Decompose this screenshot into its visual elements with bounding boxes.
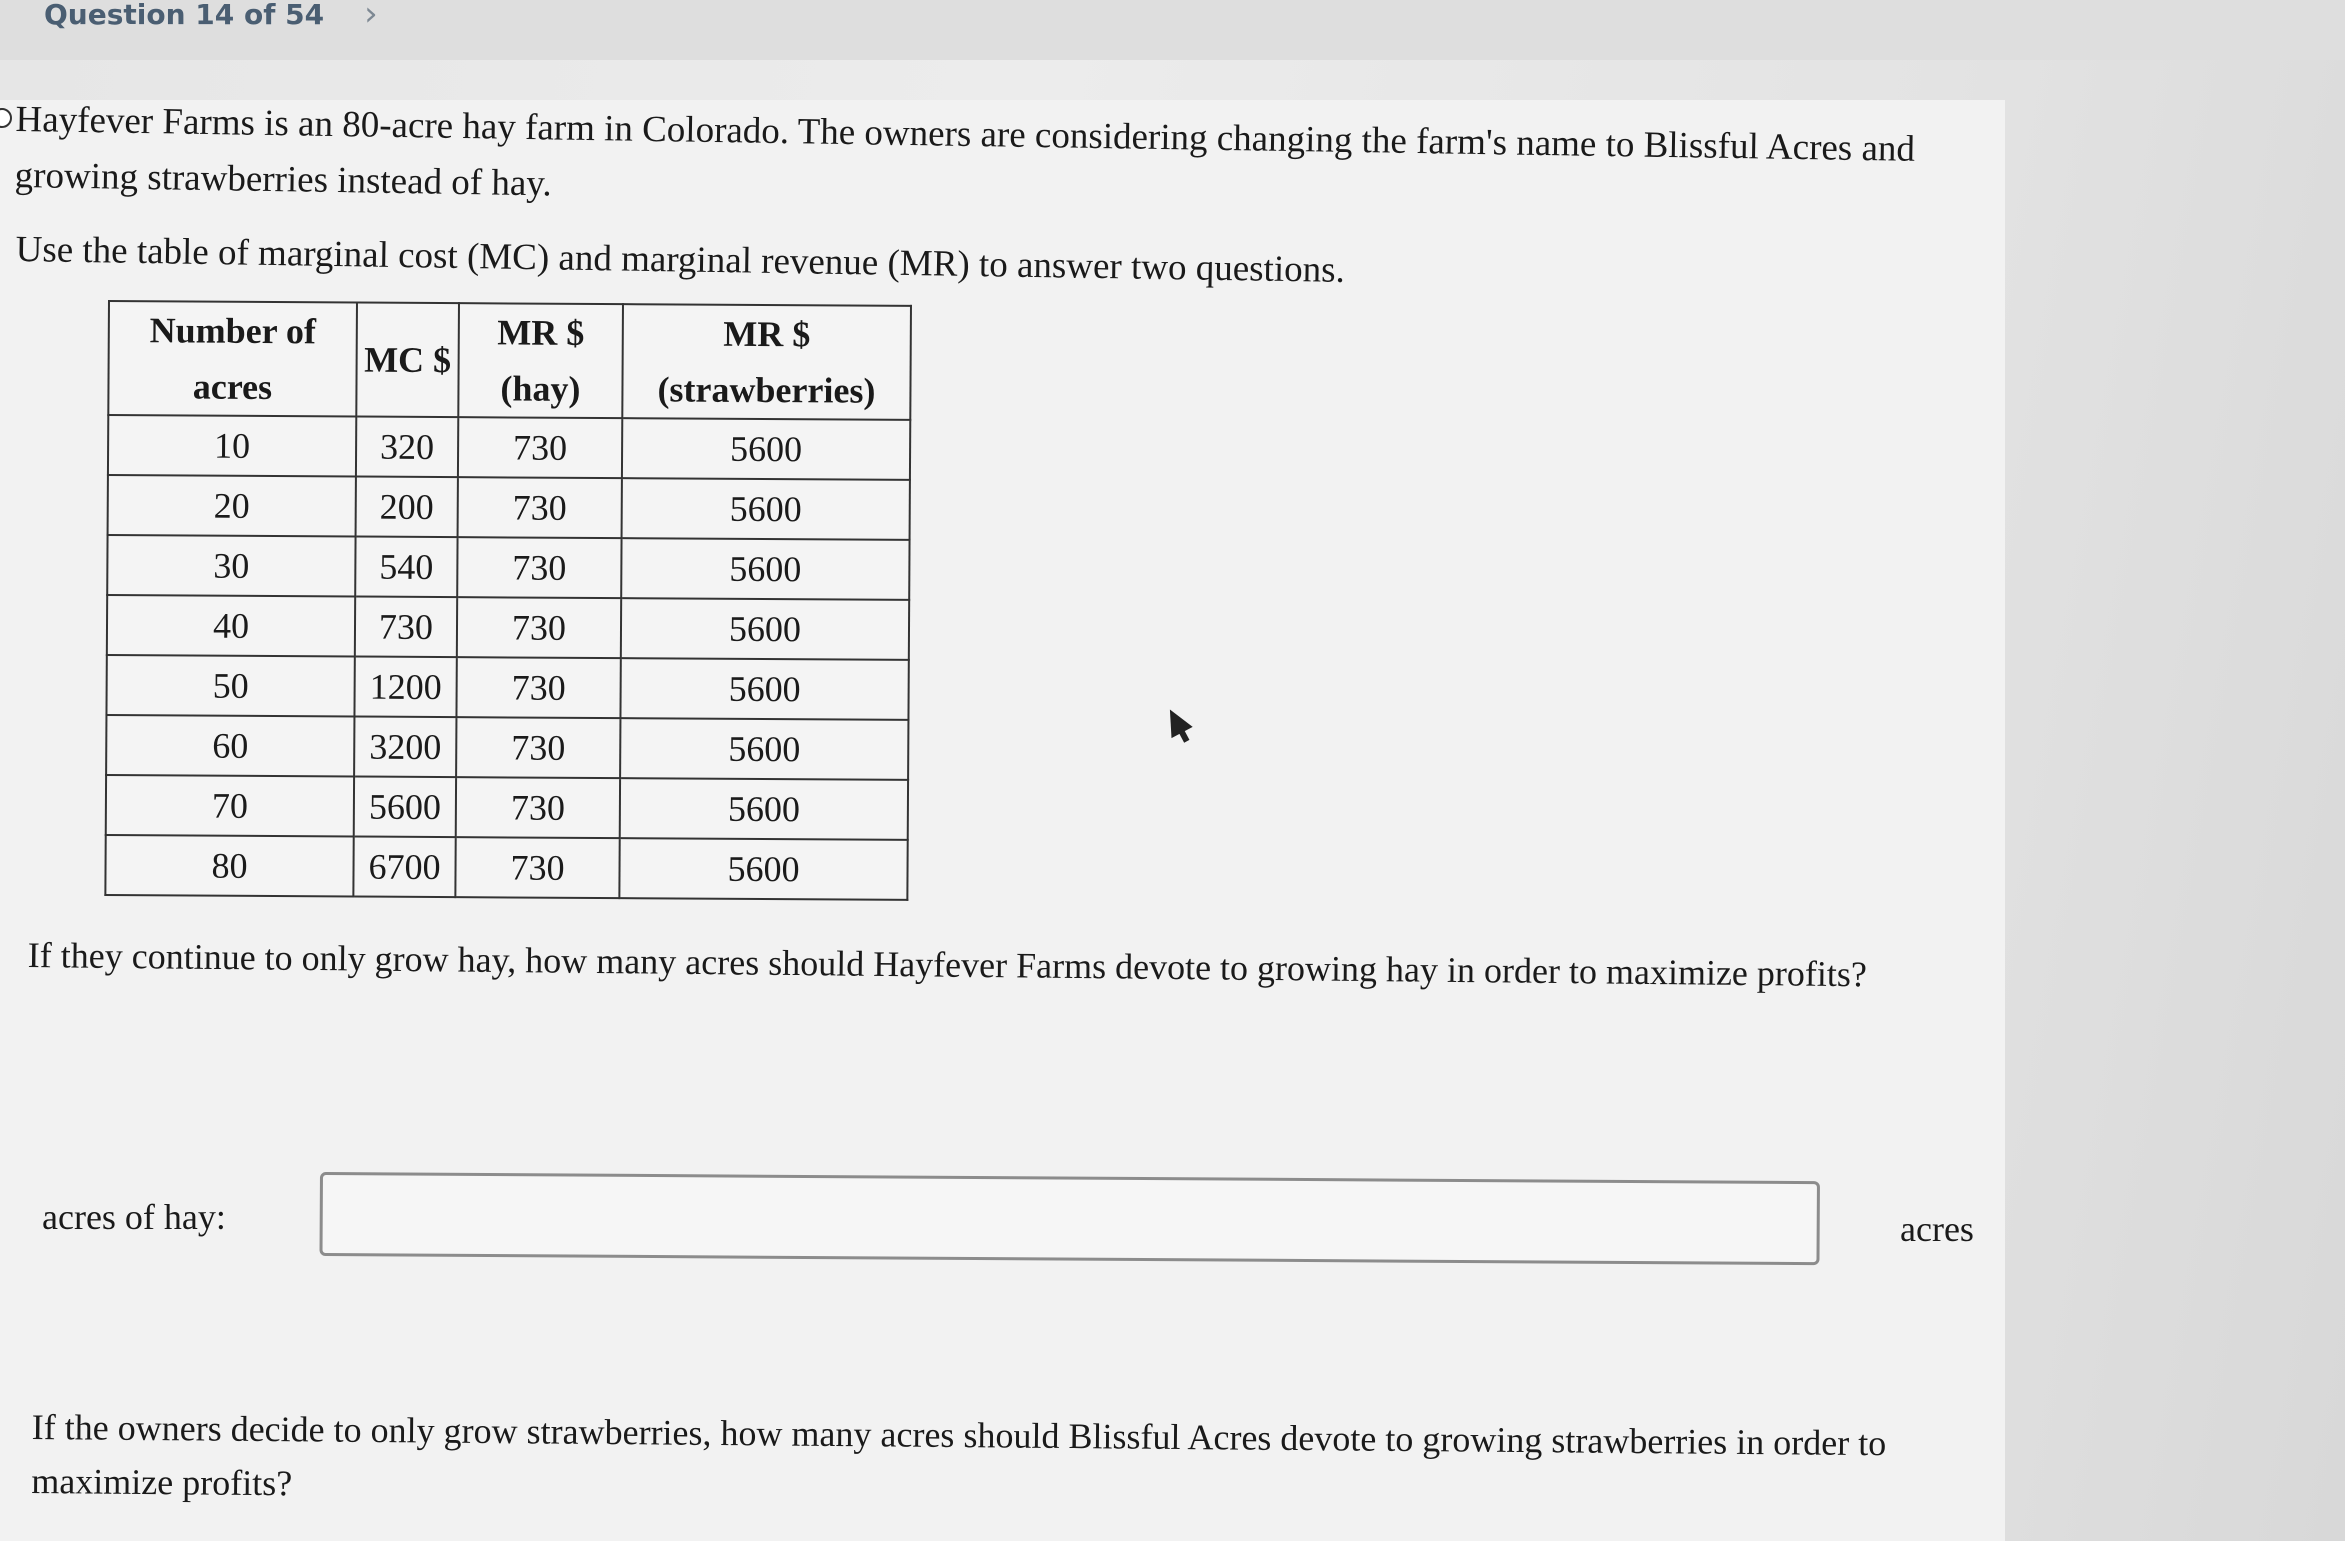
table-row [105,835,907,900]
cell-acres: 80 [105,835,353,897]
question-2-text [31,1400,2012,1525]
cell-mr-hay: 730 [457,537,621,598]
table-instruction: Use the table of marginal cost (MC) and marginal revenue (MR) to answer two questions. [15,228,1346,291]
cell-mc: 730 [355,597,457,658]
cell-mr-strawberries: 5600 [619,838,907,900]
cell-mr-hay: 730 [456,717,620,778]
cell-mr-hay: 730 [457,597,621,658]
cell-acres: 10 [108,415,356,477]
cell-mr-strawberries: 5600 [620,778,908,840]
table-row [108,475,910,540]
acres-of-hay-input[interactable] [319,1172,1819,1265]
intro-line-1: Hayfever Farms is an 80-acre hay farm in Colorado. The owners are considering changing the farm's name to Blissful Acres and [15,98,1916,170]
question-counter: Question 14 of 54 [44,0,325,31]
chevron-right-icon[interactable]: › [364,0,378,34]
table-row [107,535,909,600]
cell-mc: 6700 [353,837,455,898]
cell-mr-strawberries: 5600 [622,418,910,480]
cost-revenue-table [104,300,912,901]
cell-acres: 20 [108,475,356,537]
cell-acres: 50 [106,655,354,717]
cell-mr-strawberries: 5600 [621,598,909,660]
cell-acres: 30 [107,535,355,597]
header-mr-strawberries: MR $ (strawberries) [622,304,911,420]
question-1-text: If they continue to only grow hay, how many acres should Hayfever Farms devote to growing hay in order to maximize profits? [27,934,1868,995]
header-mc: MC $ [356,303,459,418]
table-header-row [108,301,911,420]
header-mr-hay: MR $ (hay) [458,303,623,418]
cell-mr-strawberries: 5600 [620,658,908,720]
cell-mr-strawberries: 5600 [622,478,910,540]
cell-mc: 540 [355,537,457,598]
cell-mc: 200 [356,477,458,538]
table-row [107,595,909,660]
table-row [106,655,908,720]
cell-mr-hay: 730 [456,777,620,838]
table-row [106,715,908,780]
cell-mc: 320 [356,417,458,478]
question-2-line-2: maximize profits? [31,1460,293,1504]
cell-acres: 70 [106,775,354,837]
table-row [108,415,910,480]
table-row [106,775,908,840]
cell-mc: 5600 [354,777,456,838]
cell-mr-hay: 730 [456,657,620,718]
cell-mr-hay: 730 [455,837,619,898]
cell-mr-hay: 730 [458,477,622,538]
acres-unit-label: acres [1900,1209,1974,1249]
acres-of-hay-label: acres of hay: [42,1197,226,1237]
question-navigator[interactable] [44,0,378,34]
cell-mc: 3200 [354,717,456,778]
intro-line-2: growing strawberries instead of hay. [14,154,552,205]
cell-mr-strawberries: 5600 [620,718,908,780]
top-bar [0,0,2345,60]
cell-mr-strawberries: 5600 [621,538,909,600]
question-2-line-1: If the owners decide to only grow strawberries, how many acres should Blissful Acres devote to growing strawberries in order to [31,1406,1887,1464]
header-acres: Number of acres [108,301,357,417]
cell-mc: 1200 [354,657,456,718]
cell-acres: 40 [107,595,355,657]
cell-acres: 60 [106,715,354,777]
cell-mr-hay: 730 [458,417,622,478]
